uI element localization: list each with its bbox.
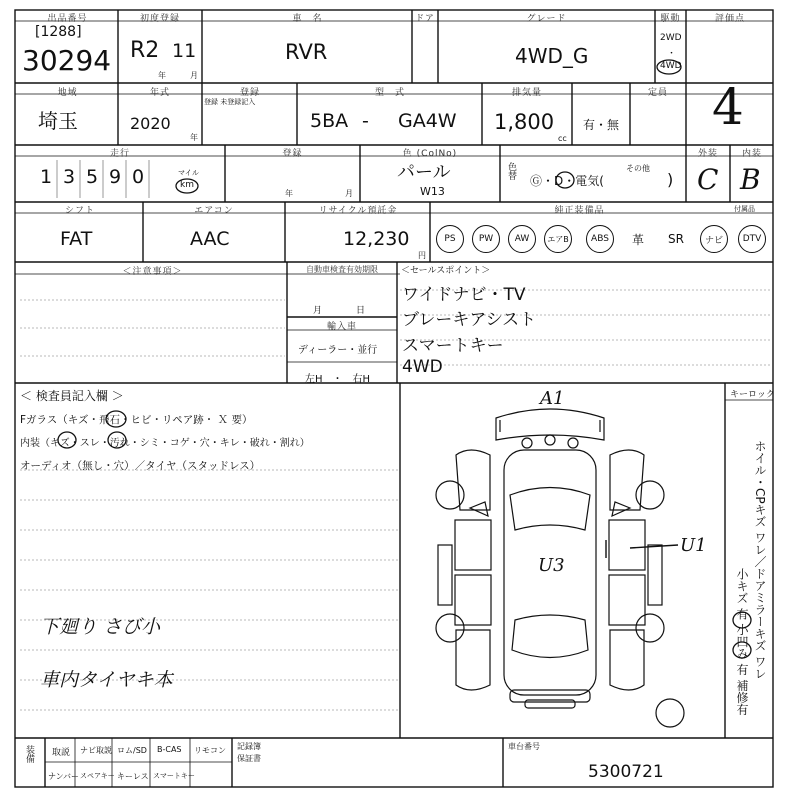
sales-point-3: スマートキー	[402, 336, 504, 356]
header-registration-row3: 登録	[282, 149, 303, 159]
header-key-lock: キーロック	[730, 390, 775, 400]
footer-acc-4: B-CAS	[157, 745, 182, 754]
equip-dtv: DTV	[738, 225, 766, 253]
equipment-extra: 付属品	[734, 205, 755, 213]
reg-month: 11	[172, 40, 197, 62]
handwritten-line1: 下廻り さび小	[40, 616, 161, 638]
sales-point-4: 4WD	[402, 357, 443, 377]
footer-record: 記録簿	[237, 742, 261, 751]
header-score: 評価点	[714, 14, 745, 24]
import-value: ディーラー・並行	[298, 345, 378, 356]
color-solid-label: 色替	[506, 162, 516, 180]
header-year: 年式	[149, 88, 170, 98]
recycle: 12,230	[343, 228, 410, 250]
header-equipment: 純正装備品	[554, 206, 605, 216]
footer-record-note: 保証書	[237, 754, 261, 763]
prefecture: 埼玉	[38, 109, 78, 133]
header-inspection-expiry: 自動車検査有効期限	[306, 265, 378, 274]
score-value: 4	[712, 78, 744, 136]
header-model: 型 式	[374, 88, 405, 98]
footer-acc-6: ナンバー	[48, 772, 80, 781]
note-windshield: Fガラス（キズ・飛石・ヒビ・リペア跡・ Ｘ 要）	[20, 414, 253, 426]
header-interior: 内装	[741, 149, 762, 159]
footer-acc-5: リモコン	[194, 746, 226, 755]
displacement: 1,800	[494, 110, 555, 134]
handwritten-line2: 車内タイヤキ本	[40, 669, 173, 691]
equip-sr: SR	[668, 232, 684, 246]
color-name: パール	[397, 162, 451, 183]
equip-navi: ナビ	[700, 225, 728, 253]
displacement-unit: cc	[558, 134, 567, 143]
equip-pw: PW	[472, 225, 500, 253]
legend-vertical-2: 小キズ 有 小凹み 有 補修有	[735, 568, 749, 716]
car-grade: 4WD_G	[515, 44, 589, 68]
model-year-unit: 年	[190, 133, 198, 142]
mileage-unit-mile: マイル	[178, 169, 199, 177]
header-registration: 登録	[239, 88, 260, 98]
header-recycle: リサイクル預託金	[318, 206, 398, 216]
model-sep: -	[362, 110, 369, 132]
header-displacement: 排気量	[511, 88, 542, 98]
header-lot: 出品番号	[47, 14, 88, 24]
header-sales-points: ＜セールスポイント＞	[401, 266, 491, 276]
footer-label-left: 装備	[24, 745, 34, 763]
inspection-day-unit: 日	[356, 306, 366, 316]
color-other: その他	[626, 164, 650, 173]
mileage-digit-2: 3	[63, 166, 76, 188]
mileage-digit-1: 1	[40, 166, 53, 188]
sales-point-1: ワイドナビ・TV	[402, 285, 526, 305]
header-shift: シフト	[64, 206, 95, 216]
capacity-note: 有・無	[583, 118, 620, 132]
model-year: 2020	[130, 114, 171, 133]
color-options: Ⓖ・D・電気(	[530, 174, 604, 188]
car-name: RVR	[285, 40, 328, 64]
note-interior: 内装（キズ・スレ・汚れ・シミ・コゲ・穴・キレ・破れ・割れ）	[20, 438, 310, 449]
reg-month-unit: 月	[190, 71, 198, 80]
handle-value: 左H ・ 右H	[305, 374, 371, 385]
mileage-digit-4: 9	[109, 166, 122, 188]
reg-year-unit: 年	[158, 71, 166, 80]
shift: FAT	[60, 228, 93, 250]
header-notes: ＜注意事項＞	[122, 267, 183, 277]
interior-grade: B	[740, 163, 761, 196]
aircon: AAC	[190, 228, 230, 250]
legend-vertical-1: ホイル・CPキズ ワレ／ドアミラーキズ ワレ	[753, 440, 767, 680]
header-car-name: 車 名	[292, 14, 323, 24]
footer-acc-9: スマートキー	[153, 772, 195, 780]
equip-leather: 革	[631, 232, 644, 247]
drive-dot: ・	[667, 49, 677, 59]
header-capacity: 定員	[647, 88, 668, 98]
header-inspector: ＜ 検査員記入欄 ＞	[20, 389, 124, 403]
registration-month-unit: 月	[345, 189, 353, 198]
sales-point-2: ブレーキアシスト	[402, 310, 537, 330]
equip-abs: ABS	[586, 225, 614, 253]
header-grade: グレード	[526, 14, 567, 24]
recycle-unit: 円	[418, 251, 426, 260]
reg-era: R2	[130, 38, 160, 63]
registration-year-unit: 年	[285, 189, 293, 198]
model-code: GA4W	[398, 110, 457, 132]
header-exterior: 外装	[697, 149, 718, 159]
note-audio-tire: オーディオ（無し・穴）／タイヤ（スタッドレス）	[20, 460, 261, 472]
color-close-paren: )	[667, 170, 674, 189]
lot-number: 30294	[22, 44, 112, 77]
mark-u3: U3	[538, 555, 565, 576]
mileage-digit-3: 5	[86, 166, 99, 188]
color-code: W13	[420, 185, 445, 198]
footer-acc-3: ロム/SD	[117, 746, 147, 755]
footer-acc-7: スペアキー	[80, 772, 115, 780]
header-mileage: 走行	[109, 149, 130, 159]
footer-acc-8: キーレス	[117, 772, 149, 781]
model-prefix: 5BA	[310, 110, 349, 132]
drive-2wd: 2WD	[660, 33, 682, 43]
registration-note: 登録 未登録記入	[204, 98, 256, 106]
mileage-digit-5: 0	[132, 166, 145, 188]
equip-ps: PS	[436, 225, 464, 253]
equip-aw: AW	[508, 225, 536, 253]
inspection-month-unit: 月	[313, 306, 323, 316]
mark-a1: A1	[540, 388, 565, 409]
exterior-grade: C	[697, 163, 719, 196]
mileage-unit-km: km	[180, 180, 194, 190]
equip-airbag: エアB	[544, 225, 572, 253]
header-color: 色 (ColNo)	[402, 149, 458, 159]
header-prefecture: 地域	[57, 88, 78, 98]
lot-sub: [1288]	[35, 24, 82, 40]
header-import: 輸入車	[326, 322, 357, 332]
header-aircon: エアコン	[194, 206, 234, 216]
header-door: ドア	[415, 14, 435, 24]
header-reg-date: 初度登録	[139, 14, 180, 24]
footer-acc-1: 取説	[52, 748, 71, 758]
car-number: 5300721	[588, 762, 664, 782]
footer-acc-2: ナビ取説	[80, 746, 112, 755]
header-drive: 駆動	[660, 14, 681, 24]
drive-4wd: 4WD	[660, 61, 682, 71]
mark-u1: U1	[680, 535, 707, 556]
footer-car-number-label: 車台番号	[508, 742, 540, 751]
